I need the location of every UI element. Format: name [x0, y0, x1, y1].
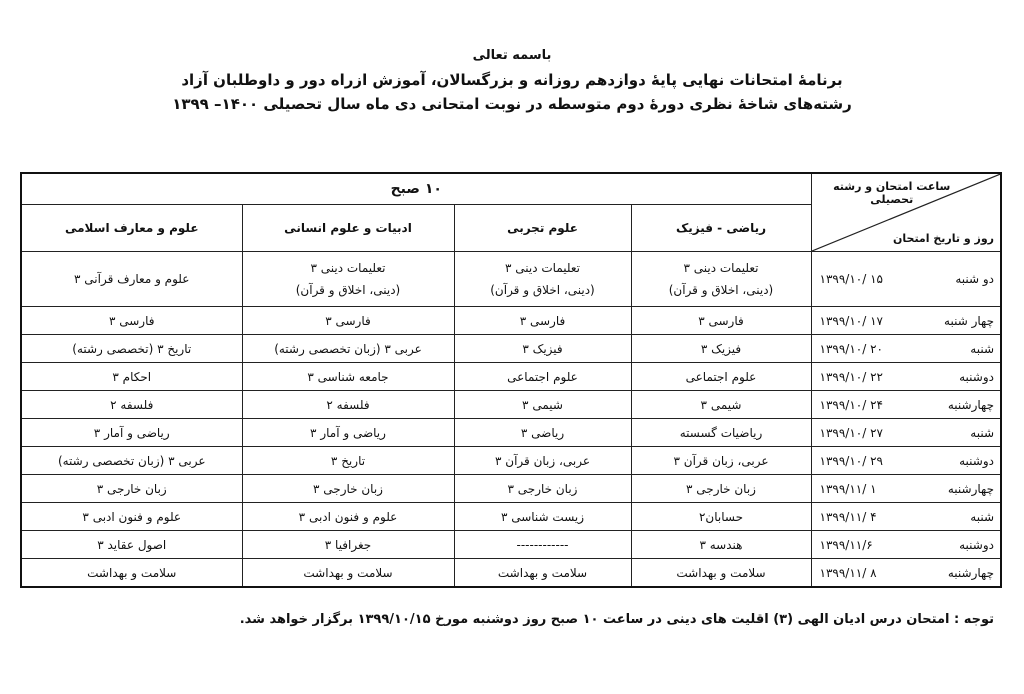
subject-text: تعلیمات دینی ۳	[504, 261, 580, 275]
subject-cell	[631, 419, 811, 447]
exam-date: ۱۳۹۹/۱۰/ ۱۷	[819, 313, 883, 328]
subject-cell	[242, 419, 454, 447]
subject-cell	[242, 531, 454, 559]
subject-text: سلامت و بهداشت	[676, 565, 766, 580]
document-header	[0, 48, 1024, 113]
subject-cell	[242, 559, 454, 588]
table-row	[21, 391, 1001, 419]
day-date-cell	[811, 252, 1001, 307]
subject-text: عربی ۳ (زبان تخصصی رشته)	[57, 453, 206, 468]
exam-date: ۱۳۹۹/۱۰/ ۲۴	[819, 397, 883, 412]
subject-text: تاریخ ۳	[330, 453, 366, 468]
exam-date: ۱۳۹۹/۱۰/ ۲۷	[819, 425, 883, 440]
table-row	[21, 447, 1001, 475]
corner-day-date-label: روز و تاریخ امتحان	[893, 232, 994, 245]
exam-day: چهارشنبه	[947, 397, 994, 412]
exam-date: ۱۳۹۹/۱۱/۶	[819, 537, 873, 552]
day-date-cell	[811, 475, 1001, 503]
subject-cell	[454, 363, 631, 391]
subject-cell	[631, 503, 811, 531]
subject-cell	[454, 391, 631, 419]
subject-text: علوم و فنون ادبی ۳	[298, 509, 398, 524]
subject-text: زبان خارجی ۳	[313, 481, 383, 496]
subject-text: سلامت و بهداشت	[303, 565, 393, 580]
subject-cell	[454, 419, 631, 447]
table-row	[21, 419, 1001, 447]
subject-cell	[242, 252, 454, 307]
subject-text: سلامت و بهداشت	[497, 565, 588, 580]
subject-text: زبان خارجی ۳	[507, 481, 578, 496]
exam-day: شنبه	[970, 425, 994, 440]
subject-cell	[21, 503, 242, 531]
subject-cell	[454, 335, 631, 363]
subject-cell	[454, 252, 631, 307]
subject-text: حسابان۲	[698, 509, 744, 524]
exam-date: ۱۳۹۹/۱۰/ ۲۰	[819, 341, 883, 356]
day-date-cell	[811, 503, 1001, 531]
subject-cell	[21, 559, 242, 588]
subject-text: تعلیمات دینی ۳	[310, 261, 386, 275]
exam-schedule-table	[20, 172, 1002, 588]
subject-text: جامعه شناسی ۳	[307, 369, 389, 384]
track-header: علوم تجربی	[454, 205, 631, 252]
subject-cell	[242, 307, 454, 335]
table-corner-header	[811, 173, 1001, 252]
subject-text: عربی، زبان قرآن ۳	[495, 453, 590, 468]
subject-text: اصول عقاید ۳	[97, 537, 167, 552]
subject-cell	[242, 447, 454, 475]
subject-cell	[454, 503, 631, 531]
table-row	[21, 307, 1001, 335]
subject-text: شیمی ۳	[700, 397, 742, 412]
subject-text: فارسی ۳	[108, 313, 155, 328]
subject-cell	[242, 391, 454, 419]
exam-date: ۱۳۹۹/۱۰/ ۱۵	[819, 272, 883, 286]
subject-cell	[21, 391, 242, 419]
exam-time-header: ۱۰ صبح	[21, 173, 811, 205]
subject-text: فارسی ۳	[698, 313, 744, 328]
bismillah-heading: باسمه تعالی	[472, 48, 552, 63]
subject-cell	[242, 335, 454, 363]
subject-cell	[21, 531, 242, 559]
subject-cell	[454, 531, 631, 559]
footnote: توجه : امتحان درس ادیان الهی (۳) اقلیت های دینی در ساعت ۱۰ صبح روز دوشنبه مورخ ۱۳۹۹/۱۰/۱۵ برگزار خواهد شد.	[239, 612, 994, 627]
table-row	[21, 335, 1001, 363]
subject-cell	[454, 447, 631, 475]
exam-date: ۱۳۹۹/۱۱/ ۸	[819, 565, 877, 580]
exam-day: شنبه	[970, 341, 994, 356]
document-subtitle: رشته‌های شاخهٔ نظری دورهٔ دوم متوسطه در نوبت امتحانی دی ماه سال تحصیلی ۱۴۰۰– ۱۳۹۹	[172, 95, 852, 113]
day-date-cell	[811, 419, 1001, 447]
subject-text: فارسی ۳	[519, 313, 566, 328]
subject-cell	[631, 559, 811, 588]
exam-date: ۱۳۹۹/۱۱/ ۴	[819, 509, 877, 524]
subject-cell	[21, 363, 242, 391]
subject-text: ریاضی و آمار ۳	[310, 425, 386, 440]
corner-time-track-label: ساعت امتحان و رشته تحصیلی	[833, 180, 951, 206]
subject-text: ریاضی ۳	[520, 425, 565, 440]
subject-cell	[21, 419, 242, 447]
subject-cell	[631, 363, 811, 391]
table-row	[21, 475, 1001, 503]
subject-text: تاریخ ۳ (تخصصی رشته)	[72, 341, 192, 356]
subject-text: زیست شناسی ۳	[500, 509, 585, 524]
subject-cell	[631, 475, 811, 503]
subject-cell	[242, 503, 454, 531]
day-date-cell	[811, 447, 1001, 475]
day-date-cell	[811, 559, 1001, 588]
subject-text: تعلیمات دینی ۳	[683, 261, 759, 275]
subject-cell	[21, 475, 242, 503]
subject-text: زبان خارجی ۳	[686, 481, 756, 496]
table-row	[21, 252, 1001, 307]
subject-text: عربی ۳ (زبان تخصصی رشته)	[274, 341, 422, 356]
exam-day: دوشنبه	[959, 369, 994, 384]
subject-cell	[21, 335, 242, 363]
subject-text: عربی، زبان قرآن ۳	[673, 453, 769, 468]
subject-cell	[242, 363, 454, 391]
schedule-body	[21, 252, 1001, 588]
subject-cell	[454, 559, 631, 588]
subject-cell	[21, 307, 242, 335]
day-date-cell	[811, 531, 1001, 559]
subject-text: علوم و فنون ادبی ۳	[82, 509, 182, 524]
subject-text: علوم اجتماعی	[685, 369, 757, 384]
exam-day: دوشنبه	[959, 537, 994, 552]
subject-text: علوم اجتماعی	[507, 369, 578, 384]
subject-text: (دینی، اخلاق و قرآن)	[295, 283, 401, 297]
subject-text: احکام ۳	[112, 369, 152, 384]
subject-cell	[21, 447, 242, 475]
exam-day: چهارشنبه	[947, 481, 994, 496]
subject-text: فیزیک ۳	[522, 341, 563, 356]
exam-date: ۱۳۹۹/۱۰/ ۲۹	[819, 453, 883, 468]
subject-text: فلسفه ۲	[110, 397, 154, 412]
exam-day: چهار شنبه	[944, 313, 994, 328]
exam-date: ۱۳۹۹/۱۱/ ۱	[819, 481, 877, 496]
document-title: برنامهٔ امتحانات نهایی پایهٔ دوازدهم روزانه و بزرگسالان، آموزش ازراه دور و داوطلبان آزاد	[181, 71, 843, 89]
day-date-cell	[811, 335, 1001, 363]
track-header: علوم و معارف اسلامی	[21, 205, 242, 252]
subject-text: شیمی ۳	[522, 397, 563, 412]
table-row	[21, 363, 1001, 391]
subject-text: ------------	[516, 537, 569, 552]
subject-cell	[631, 531, 811, 559]
track-header: ادبیات و علوم انسانی	[242, 205, 454, 252]
subject-text: (دینی، اخلاق و قرآن)	[668, 283, 774, 297]
exam-day: دو شنبه	[955, 272, 994, 286]
subject-cell	[242, 475, 454, 503]
exam-day: چهارشنبه	[947, 565, 994, 580]
subject-text: فیزیک ۳	[700, 341, 742, 356]
subject-text: هندسه ۳	[699, 537, 743, 552]
subject-cell	[631, 335, 811, 363]
subject-text: فارسی ۳	[325, 313, 371, 328]
day-date-cell	[811, 391, 1001, 419]
subject-text: زبان خارجی ۳	[96, 481, 167, 496]
track-header: ریاضی - فیزیک	[631, 205, 811, 252]
subject-text: علوم و معارف قرآنی ۳	[74, 272, 190, 286]
table-row	[21, 531, 1001, 559]
day-date-cell	[811, 363, 1001, 391]
subject-text: فلسفه ۲	[326, 397, 370, 412]
subject-cell	[631, 307, 811, 335]
exam-date: ۱۳۹۹/۱۰/ ۲۲	[819, 369, 883, 384]
table-row	[21, 503, 1001, 531]
subject-text: سلامت و بهداشت	[87, 565, 177, 580]
exam-day: دوشنبه	[959, 453, 994, 468]
subject-text: جغرافیا ۳	[324, 537, 372, 552]
subject-text: ریاضی و آمار ۳	[93, 425, 170, 440]
exam-schedule-table-wrapper	[22, 172, 1002, 588]
subject-text: (دینی، اخلاق و قرآن)	[490, 283, 595, 297]
subject-cell	[454, 475, 631, 503]
subject-cell	[631, 252, 811, 307]
subject-cell	[631, 447, 811, 475]
subject-text: ریاضیات گسسته	[679, 425, 763, 440]
subject-cell	[21, 252, 242, 307]
exam-day: شنبه	[970, 509, 994, 524]
day-date-cell	[811, 307, 1001, 335]
subject-cell	[454, 307, 631, 335]
table-row	[21, 559, 1001, 588]
subject-cell	[631, 391, 811, 419]
